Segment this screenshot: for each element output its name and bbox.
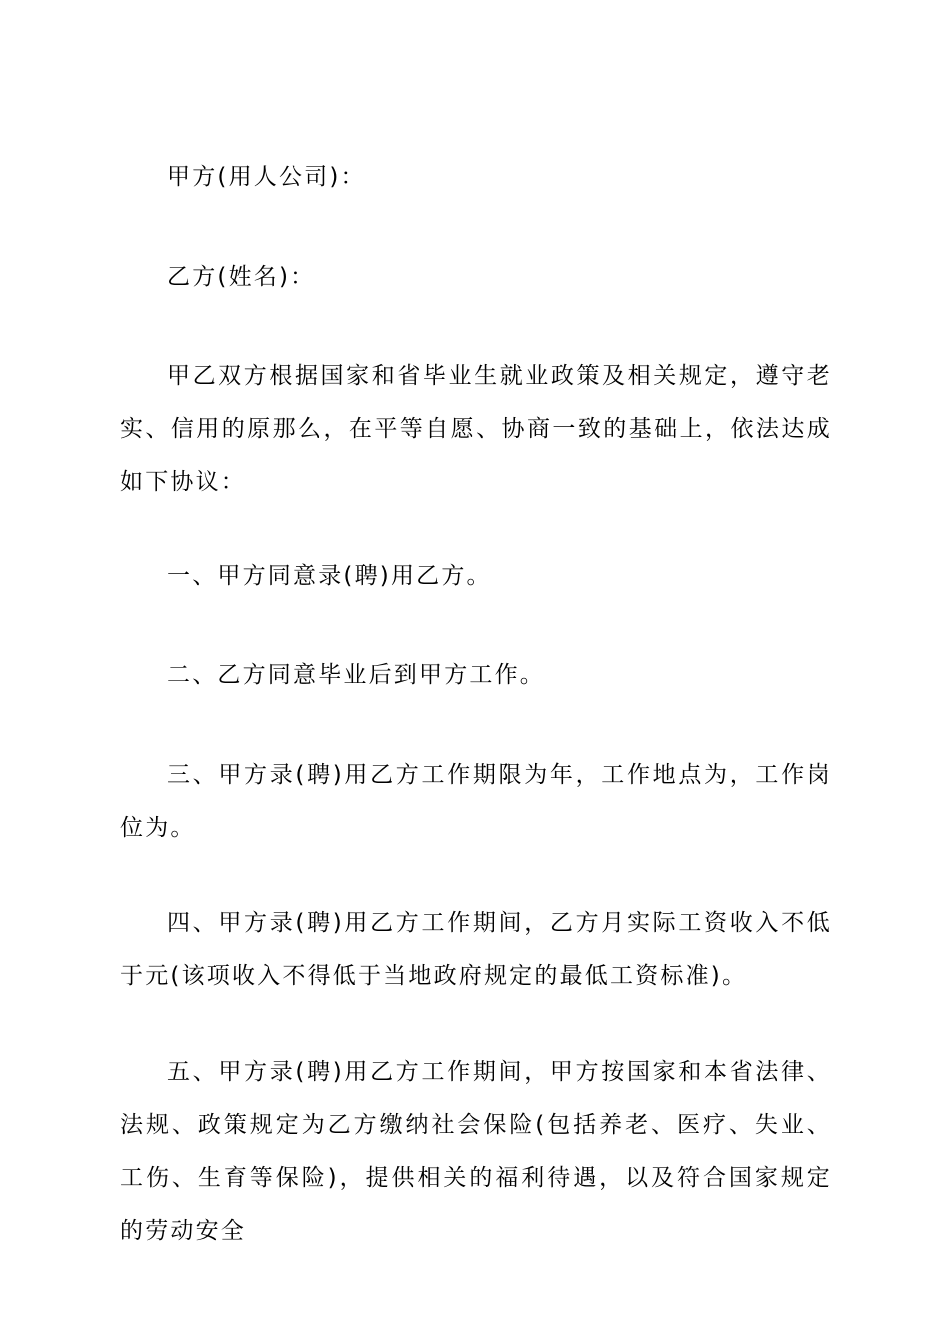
clause-1: 一、甲方同意录(聘)用乙方。 — [167, 563, 492, 589]
clause-3: 三、甲方录(聘)用乙方工作期限为年，工作地点为，工作岗位为。 — [120, 762, 832, 841]
clause-5: 五、甲方录(聘)用乙方工作期间，甲方按国家和本省法律、法规、政策规定为乙方缴纳社会保险(包括养老、医疗、失业、工伤、生育等保险)，提供相关的福利待遇，以及符合国家规定的劳动安全 — [120, 1059, 832, 1244]
party-a-line: 甲方(用人公司)： — [167, 164, 366, 190]
clause-2: 二、乙方同意毕业后到甲方工作。 — [167, 662, 545, 688]
party-b-line: 乙方(姓名)： — [167, 264, 316, 290]
clause-4: 四、甲方录(聘)用乙方工作期间，乙方月实际工资收入不低于元(该项收入不得低于当地政府规定的最低工资标准)。 — [120, 910, 832, 989]
preamble-paragraph: 甲乙双方根据国家和省毕业生就业政策及相关规定，遵守老实、信用的原那么，在平等自愿、协商一致的基础上，依法达成如下协议： — [120, 363, 832, 495]
